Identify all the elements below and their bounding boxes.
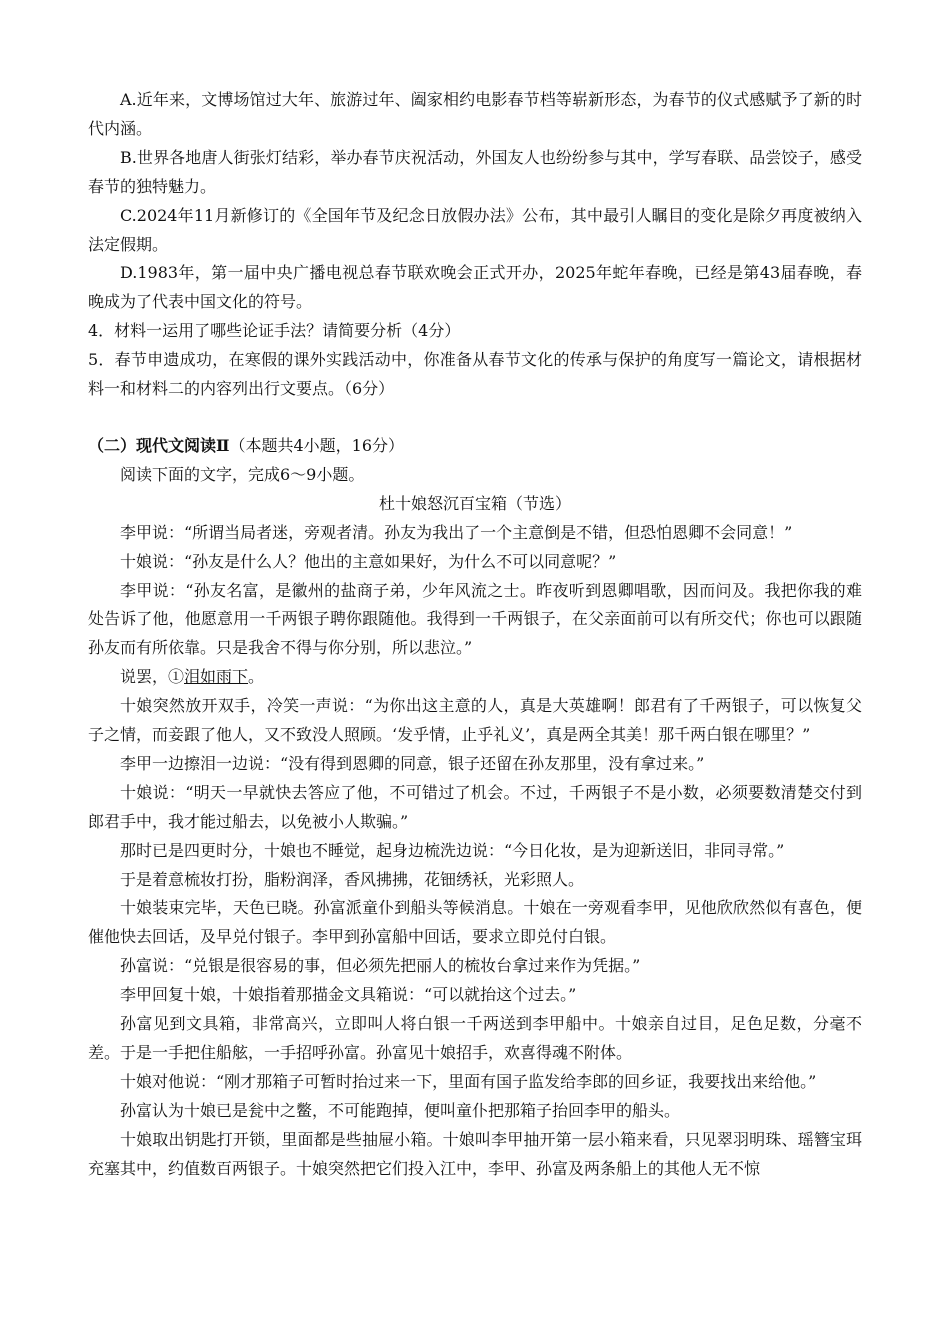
underlined-phrase: 泪如雨下	[184, 667, 249, 687]
marked-post: 。	[248, 667, 265, 687]
document-page	[88, 86, 862, 1184]
passage-paragraph: 那时已是四更时分，十娘也不睡觉，起身边梳洗边说：“今日化妆，是为迎新送旧，非同寻常。”	[120, 840, 785, 860]
section-heading-bold: （二）现代文阅读Ⅱ	[88, 435, 230, 455]
spacer	[88, 404, 862, 432]
passage-paragraph: 十娘装束完毕，天色已晓。孙富派童仆到船头等候消息。十娘在一旁观看李甲，见他欣欣然似有喜色，便催他快去回话，及早兑付银子。李甲到孙富船中回话，要求立即兑付白银。	[88, 898, 862, 947]
question-4: 4．材料一运用了哪些论证手法？请简要分析（4分）	[88, 321, 461, 341]
passage-paragraph: 李甲说：“孙友名富，是徽州的盐商子弟，少年风流之士。昨夜听到恩卿唱歌，因而问及。我把你我的难处告诉了他，他愿意用一千两银子聘你跟随他。我得到一千两银子，在父亲面前可以有所交代；你也可以跟随孙友而有所依靠。只是我舍不得与你分别，所以悲泣。”	[88, 580, 862, 658]
passage-paragraph: 孙富说：“兑银是很容易的事，但必须先把丽人的梳妆台拿过来作为凭据。”	[120, 956, 641, 976]
passage-title: 杜十娘怒沉百宝箱（节选）	[378, 493, 571, 513]
passage-paragraph: 孙富见到文具箱，非常高兴，立即叫人将白银一千两送到李甲船中。十娘亲自过目，足色足数，分毫不差。于是一手把住船舷，一手招呼孙富。孙富见十娘招手，欢喜得魂不附体。	[88, 1014, 862, 1062]
option-b: B.世界各地唐人街张灯结彩，举办春节庆祝活动，外国友人也纷纷参与其中，学写春联、品尝饺子，感受春节的独特魅力。	[88, 147, 862, 196]
passage-paragraph: 孙富认为十娘已是瓮中之鳖，不可能跑掉，便叫童仆把那箱子抬回李甲的船头。	[120, 1100, 681, 1120]
section-heading	[88, 432, 862, 461]
section-heading-rest: （本题共4小题，16分）	[229, 435, 405, 455]
passage-paragraph: 十娘突然放开双手，冷笑一声说：“为你出这主意的人，真是大英雄啊！郎君有了千两银子，可以恢复父子之情，而妾跟了他人，又不致没人照顾。‘发乎情，止乎礼义’，真是两全其美！那千两白银在哪里？”	[88, 696, 862, 745]
passage-paragraph: 十娘说：“明天一早就快去答应了他，不可错过了机会。不过，千两银子不是小数，必须要数清楚交付到郎君手中，我才能过船去，以免被小人欺骗。”	[88, 782, 862, 831]
passage-paragraph-marked	[88, 663, 862, 692]
section-instruction: 阅读下面的文字，完成6～9小题。	[120, 464, 365, 484]
passage-paragraph: 李甲回复十娘，十娘指着那描金文具箱说：“可以就抬这个过去。”	[120, 985, 577, 1005]
passage-paragraph: 十娘对他说：“刚才那箱子可暂时抬过来一下，里面有国子监发给李郎的回乡证，我要找出来给他。”	[120, 1071, 817, 1091]
passage-paragraph: 李甲一边擦泪一边说：“没有得到恩卿的同意，银子还留在孙友那里，没有拿过来。”	[120, 753, 705, 773]
passage-paragraph: 十娘说：“孙友是什么人？他出的主意如果好，为什么不可以同意呢？”	[120, 551, 617, 571]
option-a: A.近年来，文博场馆过大年、旅游过年、阖家相约电影春节档等崭新形态，为春节的仪式感赋予了新的时代内涵。	[88, 90, 862, 138]
passage-paragraph: 李甲说：“所谓当局者迷，旁观者清。孙友为我出了一个主意倒是不错，但恐怕恩卿不会同意！”	[120, 522, 793, 542]
question-5: 5．春节申遗成功，在寒假的课外实践活动中，你准备从春节文化的传承与保护的角度写一篇论文，请根据材料一和材料二的内容列出行文要点。（6分）	[88, 350, 862, 399]
option-c: C.2024年11月新修订的《全国年节及纪念日放假办法》公布，其中最引人瞩目的变化是除夕再度被纳入法定假期。	[88, 205, 862, 254]
marked-pre: 说罢，①	[120, 667, 185, 687]
passage-paragraph: 十娘取出钥匙打开锁，里面都是些抽屉小箱。十娘叫李甲抽开第一层小箱来看，只见翠羽明珠、瑶簪宝珥充塞其中，约值数百两银子。十娘突然把它们投入江中，李甲、孙富及两条船上的其他人无不惊	[88, 1129, 862, 1178]
option-d: D.1983年，第一届中央广播电视总春节联欢晚会正式开办，2025年蛇年春晚，已经是第43届春晚，春晚成为了代表中国文化的符号。	[88, 263, 862, 312]
passage-paragraph: 于是着意梳妆打扮，脂粉润泽，香风拂拂，花钿绣袄，光彩照人。	[120, 869, 585, 889]
